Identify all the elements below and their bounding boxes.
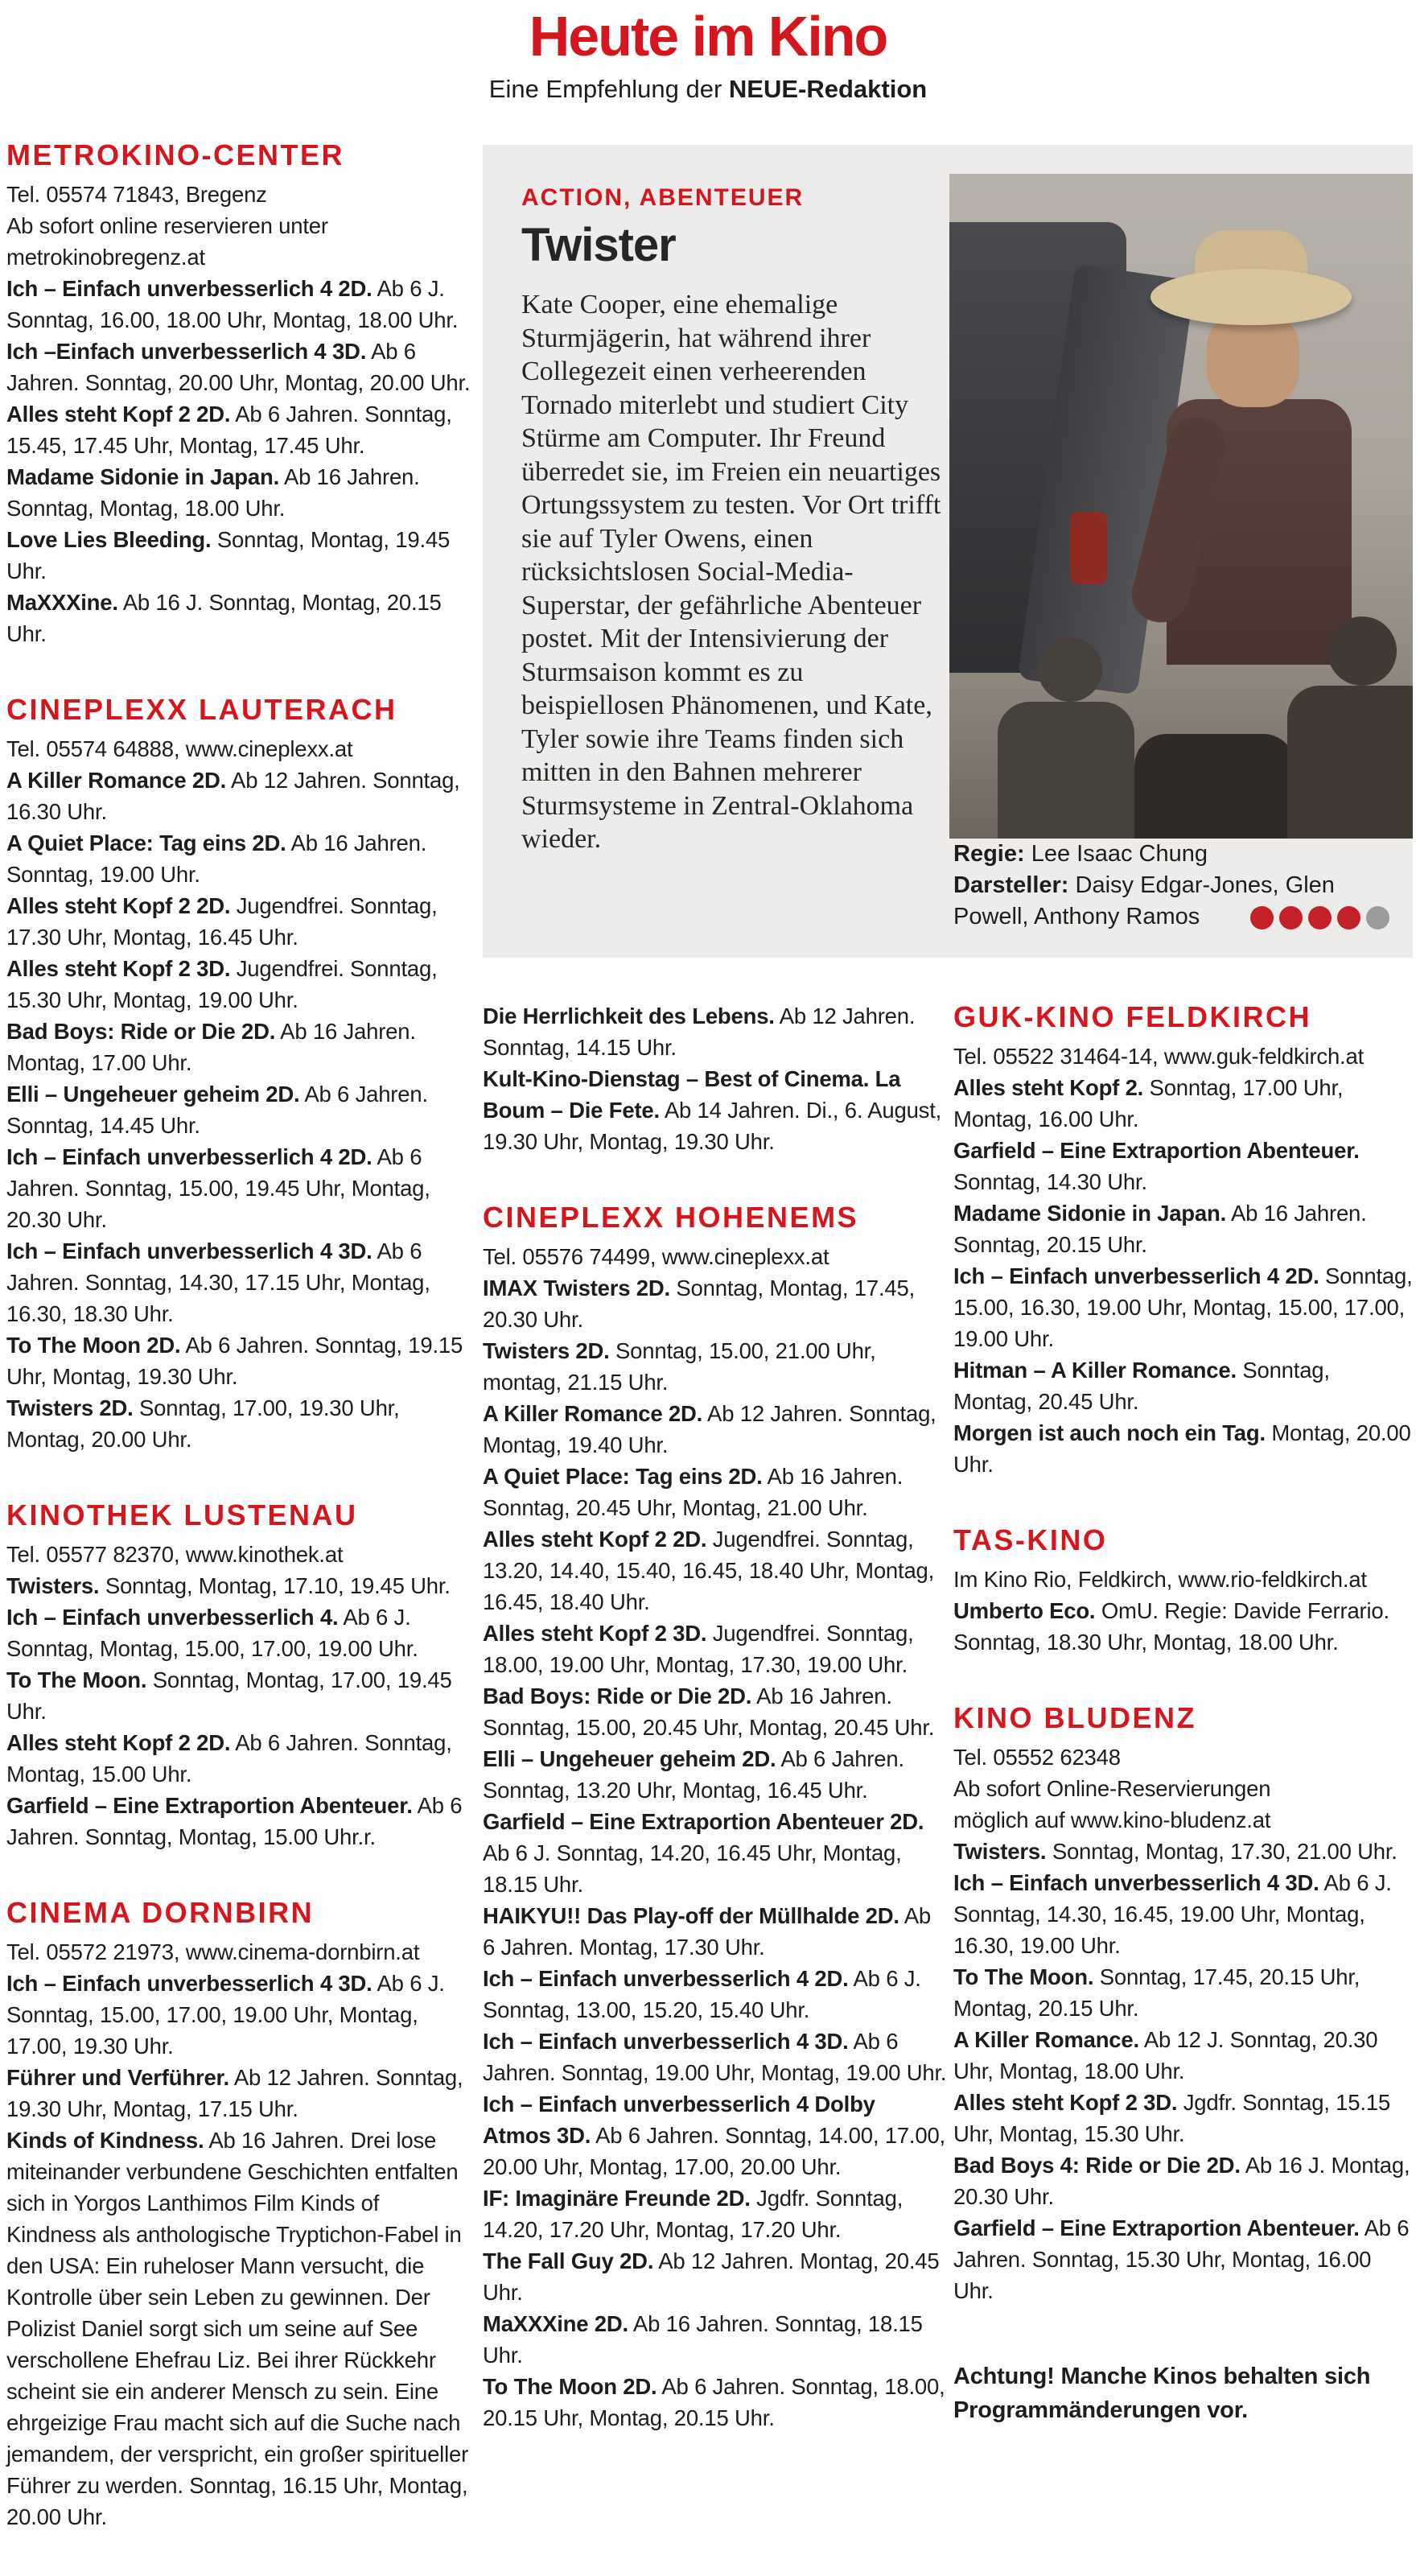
cinema-section <box>6 1896 471 2533</box>
feature-movie-title: Twister <box>521 219 676 271</box>
crowd-head-shape <box>1328 616 1397 686</box>
film-entry <box>6 1392 471 1455</box>
film-showtimes: Ab 6 J. Sonntag, 16.00, 18.00 Uhr, Montag, 18.00 Uhr. <box>6 276 459 332</box>
film-entry <box>6 1727 471 1790</box>
film-title: A Quiet Place: Tag eins 2D. <box>483 1464 763 1489</box>
film-title: Ich – Einfach unverbesserlich 4 2D. <box>953 1263 1319 1288</box>
cinema-info-line: Ab sofort Online-Reservierungen <box>953 1776 1271 1801</box>
cinema-section <box>483 1000 947 1157</box>
rating-dot-filled <box>1250 906 1274 929</box>
film-showtimes: Ab 6 J. Sonntag, 14.30, 16.45, 19.00 Uhr, Montag, 16.30, 19.00 Uhr. <box>953 1870 1392 1958</box>
film-title: Garfield – Eine Extraportion Abenteuer. <box>6 1793 413 1818</box>
film-title: Ich – Einfach unverbesserlich 4 3D. <box>6 1239 373 1263</box>
film-entry <box>483 1461 947 1523</box>
film-title: Kinds of Kindness. <box>6 2128 204 2153</box>
cinema-name: CINEPLEXX LAUTERACH <box>6 693 397 726</box>
film-title: Die Herrlichkeit des Lebens. <box>483 1004 775 1028</box>
film-entry <box>483 1743 947 1806</box>
film-showtimes: Sonntag, 15.00, 16.30, 19.00 Uhr, Montag, 15.00, 17.00, 19.00 Uhr. <box>953 1263 1413 1351</box>
crowd-silhouette <box>998 702 1134 839</box>
cinema-info-line: Im Kino Rio, Feldkirch, www.rio-feldkirch.at <box>953 1567 1367 1592</box>
movie-still-photo <box>949 174 1413 839</box>
cinema-section <box>953 1523 1413 1658</box>
film-entry <box>6 1968 471 2062</box>
page-subtitle <box>0 74 1416 105</box>
film-entry <box>953 1260 1413 1354</box>
film-showtimes: Sonntag, 14.30 Uhr. <box>953 1169 1147 1194</box>
film-entry <box>483 1900 947 1963</box>
film-entry <box>953 2024 1413 2087</box>
film-entry <box>483 2245 947 2308</box>
film-entry <box>6 1016 471 1078</box>
film-showtimes: Ab 16 Jahren. Sonntag, Montag, 18.00 Uhr. <box>6 464 420 521</box>
cowboy-hat-brim <box>1150 269 1352 325</box>
crowd-silhouette <box>1287 686 1413 839</box>
film-showtimes: Ab 6 Jahren. Sonntag, 14.00, 17.00, 20.00 Uhr, Montag, 17.00, 20.00 Uhr. <box>483 2123 945 2179</box>
masthead <box>0 0 1416 105</box>
film-title: Umberto Eco. <box>953 1598 1096 1623</box>
film-entry <box>6 336 471 398</box>
film-title: Führer und Verführer. <box>6 2065 229 2090</box>
film-entry <box>6 461 471 524</box>
film-showtimes: Montag, 20.00 Uhr. <box>953 1420 1411 1477</box>
film-showtimes: Ab 16 Jahren. Sonntag, 18.15 Uhr. <box>483 2311 923 2368</box>
film-entry <box>953 1072 1413 1135</box>
film-showtimes: Sonntag, Montag, 20.45 Uhr. <box>953 1358 1330 1414</box>
film-showtimes: Ab 6 Jahren. Sonntag, 15.00, 19.45 Uhr, Montag, 20.30 Uhr. <box>6 1144 430 1232</box>
film-title: Ich –Einfach unverbesserlich 4 3D. <box>6 339 367 364</box>
film-entry <box>6 1664 471 1727</box>
film-showtimes: Jugendfrei. Sonntag, 15.30 Uhr, Montag, 19.00 Uhr. <box>6 956 438 1012</box>
film-entry <box>953 1197 1413 1260</box>
film-showtimes: Sonntag, 17.45, 20.15 Uhr, Montag, 20.15 Uhr. <box>953 1964 1360 2021</box>
film-title: Ich – Einfach unverbesserlich 4 Dolby Atmos 3D. <box>483 2092 875 2148</box>
film-showtimes: Jugendfrei. Sonntag, 13.20, 14.40, 15.40, 16.45, 18.40 Uhr, Montag, 16.45, 18.40 Uhr. <box>483 1527 935 1614</box>
cinema-info-line: Tel. 05574 64888, www.cineplexx.at <box>6 736 353 761</box>
film-showtimes: Ab 6 Jahren. Sonntag, 20.00 Uhr, Montag, 20.00 Uhr. <box>6 339 471 395</box>
film-title: Ich – Einfach unverbesserlich 4 3D. <box>483 2029 849 2054</box>
film-entry <box>6 827 471 890</box>
film-entry <box>483 1523 947 1618</box>
cinema-info-line: Tel. 05574 71843, Bregenz <box>6 182 267 207</box>
film-title: To The Moon. <box>953 1964 1094 1989</box>
car-taillight-shape <box>1070 512 1107 584</box>
film-title: To The Moon. <box>6 1667 147 1692</box>
film-showtimes: Ab 6 Jahren. Sonntag, 19.00 Uhr, Montag, 19.00 Uhr. <box>483 2029 947 2085</box>
film-showtimes: Ab 12 Jahren. Sonntag, 14.15 Uhr. <box>483 1004 916 1060</box>
subtitle-brand: NEUE-Redaktion <box>728 75 928 103</box>
column-right <box>953 1000 1413 2450</box>
film-showtimes: Ab 6 Jahren. Sonntag, 19.15 Uhr, Montag, 19.30 Uhr. <box>6 1333 463 1389</box>
film-showtimes: Sonntag, Montag, 17.00, 19.45 Uhr. <box>6 1667 452 1724</box>
film-entry <box>953 1354 1413 1417</box>
film-title: Kult-Kino-Dienstag – Best of Cinema. La Boum – Die Fete. <box>483 1066 901 1123</box>
film-title: HAIKYU!! Das Play-off der Müllhalde 2D. <box>483 1903 899 1928</box>
film-title: Alles steht Kopf 2 3D. <box>953 2090 1178 2115</box>
film-entry <box>953 1135 1413 1197</box>
rating-dot-filled <box>1337 906 1360 929</box>
film-title: MaXXXine. <box>6 590 118 615</box>
film-entry <box>6 1141 471 1235</box>
film-showtimes: Sonntag, Montag, 17.45, 20.30 Uhr. <box>483 1276 916 1332</box>
film-entry <box>953 2212 1413 2306</box>
film-showtimes: Ab 6 J. Sonntag, 13.00, 15.20, 15.40 Uhr. <box>483 1966 921 2022</box>
film-title: Ich – Einfach unverbesserlich 4. <box>6 1605 339 1630</box>
film-showtimes: Ab 6 Jahren. Sonntag, 14.45 Uhr. <box>6 1082 428 1138</box>
feature-category: ACTION, ABENTEUER <box>521 184 805 211</box>
film-entry <box>6 524 471 587</box>
film-entry <box>953 2149 1413 2212</box>
film-showtimes: Ab 6 J. Sonntag, 15.00, 17.00, 19.00 Uhr, Montag, 17.00, 19.30 Uhr. <box>6 1971 445 2059</box>
film-title: To The Moon 2D. <box>6 1333 181 1358</box>
film-showtimes: Sonntag, 17.00, 19.30 Uhr, Montag, 20.00 Uhr. <box>6 1395 400 1452</box>
program-change-notice: Achtung! Manche Kinos behalten sich Programmänderungen vor. <box>953 2364 1371 2423</box>
column-middle <box>483 1000 947 2477</box>
film-showtimes: Ab 16 Jahren. Montag, 17.00 Uhr. <box>6 1019 416 1075</box>
film-title: A Quiet Place: Tag eins 2D. <box>6 831 286 855</box>
cinema-section <box>483 1201 947 2434</box>
film-entry <box>953 2087 1413 2149</box>
film-showtimes: Ab 12 J. Sonntag, 20.30 Uhr, Montag, 18.00 Uhr. <box>953 2027 1378 2083</box>
film-title: Love Lies Bleeding. <box>6 527 212 552</box>
film-title: Ich – Einfach unverbesserlich 4 3D. <box>953 1870 1319 1895</box>
film-entry <box>953 1867 1413 1961</box>
film-title: To The Moon 2D. <box>483 2374 657 2399</box>
film-showtimes: Sonntag, 17.00 Uhr, Montag, 16.00 Uhr. <box>953 1075 1344 1131</box>
cinema-section <box>953 1000 1413 1480</box>
rating-dot-empty <box>1366 906 1389 929</box>
film-showtimes: Ab 16 Jahren. Sonntag, 15.00, 20.45 Uhr, Montag, 20.45 Uhr. <box>483 1684 935 1740</box>
film-showtimes: Ab 14 Jahren. Di., 6. August, 19.30 Uhr, Montag, 19.30 Uhr. <box>483 1098 942 1154</box>
cinema-section <box>6 693 471 1455</box>
subtitle-prefix: Eine Empfehlung der <box>488 75 729 103</box>
film-title: Ich – Einfach unverbesserlich 4 2D. <box>6 276 373 301</box>
film-showtimes: Ab 12 Jahren. Sonntag, 16.30 Uhr. <box>6 768 460 824</box>
cinema-name: CINEMA DORNBIRN <box>6 1896 315 1929</box>
film-entry <box>6 765 471 827</box>
film-showtimes: Ab 16 Jahren. Sonntag, 20.15 Uhr. <box>953 1201 1367 1257</box>
film-entry <box>483 2088 947 2182</box>
film-title: Alles steht Kopf 2 2D. <box>6 893 231 918</box>
film-entry <box>483 1806 947 1900</box>
film-title: Elli – Ungeheuer geheim 2D. <box>483 1746 776 1771</box>
film-title: A Killer Romance 2D. <box>6 768 227 793</box>
film-entry <box>483 1680 947 1743</box>
film-showtimes: Ab 12 Jahren. Sonntag, Montag, 19.40 Uhr. <box>483 1401 936 1457</box>
feature-synopsis: Kate Cooper, eine ehemalige Sturmjägerin, hat während ihrer Collegezeit einen verheerenden Tornado miterlebt und studiert City Stürme am Computer. Ihr Freund überredet sie, im Freien ein neuartiges Ortungssystem zu testen. Vor Ort trifft sie auf Tyler Owens, einen rücksichtslosen Social-Media-Superstar, der gefährliche Abenteuer postet. Mit der Intensivierung der Sturmsaison kommt es zu beispiellosen Phänomenen, und Kate, Tyler sowie ihre Teams finden sich mitten in den Bahnen mehrerer Sturmsysteme in Zentral-Oklahoma wieder. <box>521 290 941 854</box>
film-title: Bad Boys: Ride or Die 2D. <box>6 1019 276 1044</box>
film-showtimes: Sonntag, 15.00, 21.00 Uhr, montag, 21.15 Uhr. <box>483 1338 876 1395</box>
film-title: Twisters. <box>6 1573 100 1598</box>
film-entry <box>6 2062 471 2125</box>
film-showtimes: OmU. Regie: Davide Ferrario. Sonntag, 18.30 Uhr, Montag, 18.00 Uhr. <box>953 1598 1389 1655</box>
film-title: IMAX Twisters 2D. <box>483 1276 670 1300</box>
film-title: A Killer Romance. <box>953 2027 1139 2052</box>
film-title: IF: Imaginäre Freunde 2D. <box>483 2186 751 2211</box>
film-showtimes: Ab 6 Jahren. Sonntag, 15.30 Uhr, Montag, 16.00 Uhr. <box>953 2215 1410 2303</box>
credit-value: Lee Isaac Chung <box>1024 841 1208 867</box>
film-entry <box>6 1078 471 1141</box>
crowd-silhouette <box>1134 734 1295 839</box>
film-showtimes: Ab 16 Jahren. Drei lose miteinander verbundene Geschichten entfalten sich in Yorgos Lanthimos Film Kinds of Kindness als anthologische Tryptichon-Fabel in den USA: Ein ruheloser Mann versucht, die Kontrolle über sein Leben zu gewinnen. Der Polizist Daniel sorgt sich um seine auf See verschollene Ehefrau Liz. Bei ihrer Rückkehr scheint sie ein anderer Mensch zu sein. Eine ehrgeizige Frau macht sich auf die Suche nach jemandem, der verspricht, ein großer spiritueller Führer zu werden. Sonntag, 16.15 Uhr, Montag, 20.00 Uhr. <box>6 2128 469 2529</box>
film-title: Alles steht Kopf 2 3D. <box>483 1621 707 1646</box>
film-showtimes: Sonntag, Montag, 19.45 Uhr. <box>6 527 451 583</box>
film-title: Garfield – Eine Extraportion Abenteuer. <box>953 2215 1360 2240</box>
film-showtimes: Ab 12 Jahren. Sonntag, 19.30 Uhr, Montag, 17.15 Uhr. <box>6 2065 463 2121</box>
cinema-name: KINOTHEK LUSTENAU <box>6 1498 358 1531</box>
film-entry <box>6 1601 471 1664</box>
film-title: Twisters 2D. <box>6 1395 134 1420</box>
film-title: Madame Sidonie in Japan. <box>953 1201 1227 1226</box>
film-title: Alles steht Kopf 2 2D. <box>6 1730 231 1755</box>
film-entry <box>953 1836 1413 1867</box>
film-entry <box>6 1235 471 1329</box>
film-title: Garfield – Eine Extraportion Abenteuer 2D. <box>483 1809 924 1834</box>
cinema-info-line: metrokinobregenz.at <box>6 245 205 270</box>
film-entry <box>483 1618 947 1680</box>
film-entry <box>6 273 471 336</box>
film-entry <box>6 890 471 953</box>
film-showtimes: Ab 6 Jahren. Sonntag, 18.00, 20.15 Uhr, Montag, 20.15 Uhr. <box>483 2374 945 2430</box>
film-title: Alles steht Kopf 2 2D. <box>6 402 231 427</box>
film-showtimes: Ab 16 Jahren. Sonntag, 20.45 Uhr, Montag, 21.00 Uhr. <box>483 1464 904 1520</box>
page-title: Heute im Kino <box>529 5 887 68</box>
cinema-info-line: Tel. 05577 82370, www.kinothek.at <box>6 1542 344 1567</box>
film-entry <box>483 1398 947 1461</box>
credit-value: Daisy Edgar-Jones, Glen Powell, Anthony Ramos <box>953 872 1335 929</box>
film-showtimes: Ab 12 Jahren. Montag, 20.45 Uhr. <box>483 2248 940 2305</box>
film-title: Bad Boys: Ride or Die 2D. <box>483 1684 752 1708</box>
film-showtimes: Jgdfr. Sonntag, 15.15 Uhr, Montag, 15.30 Uhr. <box>953 2090 1390 2146</box>
rating-dot-filled <box>1279 906 1303 929</box>
film-showtimes: Jugendfrei. Sonntag, 18.00, 19.00 Uhr, Montag, 17.30, 19.00 Uhr. <box>483 1621 914 1677</box>
credit-label: Regie: <box>953 841 1025 867</box>
film-entry <box>953 1961 1413 2024</box>
film-entry <box>953 1417 1413 1480</box>
cinema-info-line: Tel. 05552 62348 <box>953 1745 1121 1770</box>
film-showtimes: Ab 6 J. Sonntag, 14.20, 16.45 Uhr, Montag, 18.15 Uhr. <box>483 1840 902 1897</box>
crowd-head-shape <box>1038 637 1102 702</box>
film-showtimes: Ab 6 Jahren. Montag, 17.30 Uhr. <box>483 1903 932 1960</box>
film-title: Twisters 2D. <box>483 1338 610 1363</box>
film-showtimes: Jugendfrei. Sonntag, 17.30 Uhr, Montag, 16.45 Uhr. <box>6 893 438 950</box>
film-entry <box>483 1000 947 1063</box>
cinema-info-line: Tel. 05522 31464-14, www.guk-feldkirch.at <box>953 1044 1365 1069</box>
film-title: Alles steht Kopf 2 2D. <box>483 1527 707 1552</box>
film-entry <box>6 587 471 649</box>
film-entry <box>6 1329 471 1392</box>
film-entry <box>483 2182 947 2245</box>
cinema-name: CINEPLEXX HOHENEMS <box>483 1201 859 1234</box>
cinema-info-line: Tel. 05576 74499, www.cineplexx.at <box>483 1244 829 1269</box>
rating-dots <box>1250 906 1389 929</box>
film-title: MaXXXine 2D. <box>483 2311 628 2336</box>
film-title: Alles steht Kopf 2 3D. <box>6 956 231 981</box>
film-showtimes: Ab 16 Jahren. Sonntag, 19.00 Uhr. <box>6 831 427 887</box>
film-showtimes: Ab 6 J. Sonntag, Montag, 15.00, 17.00, 19.00 Uhr. <box>6 1605 418 1661</box>
film-showtimes: Jgdfr. Sonntag, 14.20, 17.20 Uhr, Montag, 17.20 Uhr. <box>483 2186 904 2242</box>
column-left <box>6 138 471 2576</box>
film-entry <box>483 2308 947 2371</box>
film-showtimes: Ab 6 Jahren. Sonntag, 15.45, 17.45 Uhr, Montag, 17.45 Uhr. <box>6 402 452 458</box>
cinema-section <box>6 1498 471 1853</box>
film-title: Madame Sidonie in Japan. <box>6 464 280 489</box>
film-title: Alles steht Kopf 2. <box>953 1075 1144 1100</box>
film-entry <box>483 2026 947 2088</box>
film-title: Ich – Einfach unverbesserlich 4 2D. <box>483 1966 849 1991</box>
film-title: Hitman – A Killer Romance. <box>953 1358 1237 1383</box>
feature-review <box>521 183 946 856</box>
film-entry <box>483 1963 947 2026</box>
credit-label: Darsteller: <box>953 872 1069 898</box>
cinema-info-line: Ab sofort online reservieren unter <box>6 213 328 238</box>
film-title: Garfield – Eine Extraportion Abenteuer. <box>953 1138 1360 1163</box>
cinema-name: TAS-KINO <box>953 1523 1108 1556</box>
photo-caption <box>953 839 1394 933</box>
credit-line <box>953 839 1394 870</box>
film-entry <box>6 398 471 461</box>
feature-box <box>483 145 1413 958</box>
film-title: Elli – Ungeheuer geheim 2D. <box>6 1082 300 1107</box>
film-entry <box>6 1790 471 1853</box>
film-showtimes: Ab 6 Jahren. Sonntag, 13.20 Uhr, Montag, 16.45 Uhr. <box>483 1746 904 1803</box>
cinema-section <box>6 138 471 649</box>
film-showtimes: Ab 6 Jahren. Sonntag, 14.30, 17.15 Uhr, Montag, 16.30, 18.30 Uhr. <box>6 1239 430 1326</box>
film-showtimes: Ab 6 Jahren. Sonntag, Montag, 15.00 Uhr.r. <box>6 1793 463 1849</box>
film-title: Morgen ist auch noch ein Tag. <box>953 1420 1266 1445</box>
cinema-info-line: Tel. 05572 21973, www.cinema-dornbirn.at <box>6 1939 420 1964</box>
film-entry <box>483 2371 947 2434</box>
film-showtimes: Sonntag, Montag, 17.30, 21.00 Uhr. <box>1046 1839 1397 1864</box>
actor-face-shape <box>1207 311 1299 407</box>
film-title: The Fall Guy 2D. <box>483 2248 654 2273</box>
film-entry <box>483 1272 947 1335</box>
cinema-name: METROKINO-CENTER <box>6 138 344 171</box>
film-title: Ich – Einfach unverbesserlich 4 3D. <box>6 1971 373 1996</box>
film-showtimes: Ab 6 Jahren. Sonntag, Montag, 15.00 Uhr. <box>6 1730 452 1787</box>
cinema-info-line: möglich auf www.kino-bludenz.at <box>953 1807 1271 1832</box>
film-title: Twisters. <box>953 1839 1047 1864</box>
film-entry <box>483 1063 947 1157</box>
film-title: Ich – Einfach unverbesserlich 4 2D. <box>6 1144 373 1169</box>
film-showtimes: Ab 16 J. Sonntag, Montag, 20.15 Uhr. <box>6 590 442 646</box>
cinema-section <box>953 1701 1413 2306</box>
film-showtimes: Sonntag, Montag, 17.10, 19.45 Uhr. <box>99 1573 451 1598</box>
film-entry <box>953 1595 1413 1658</box>
film-showtimes: Ab 16 J. Montag, 20.30 Uhr. <box>953 2153 1410 2209</box>
film-entry <box>6 2125 471 2533</box>
film-entry <box>6 1570 471 1601</box>
cinema-name: KINO BLUDENZ <box>953 1701 1196 1734</box>
film-entry <box>6 953 471 1016</box>
film-entry <box>483 1335 947 1398</box>
cinema-name: GUK-KINO FELDKIRCH <box>953 1000 1311 1033</box>
film-title: A Killer Romance 2D. <box>483 1401 703 1426</box>
film-title: Bad Boys 4: Ride or Die 2D. <box>953 2153 1241 2178</box>
rating-dot-filled <box>1308 906 1332 929</box>
